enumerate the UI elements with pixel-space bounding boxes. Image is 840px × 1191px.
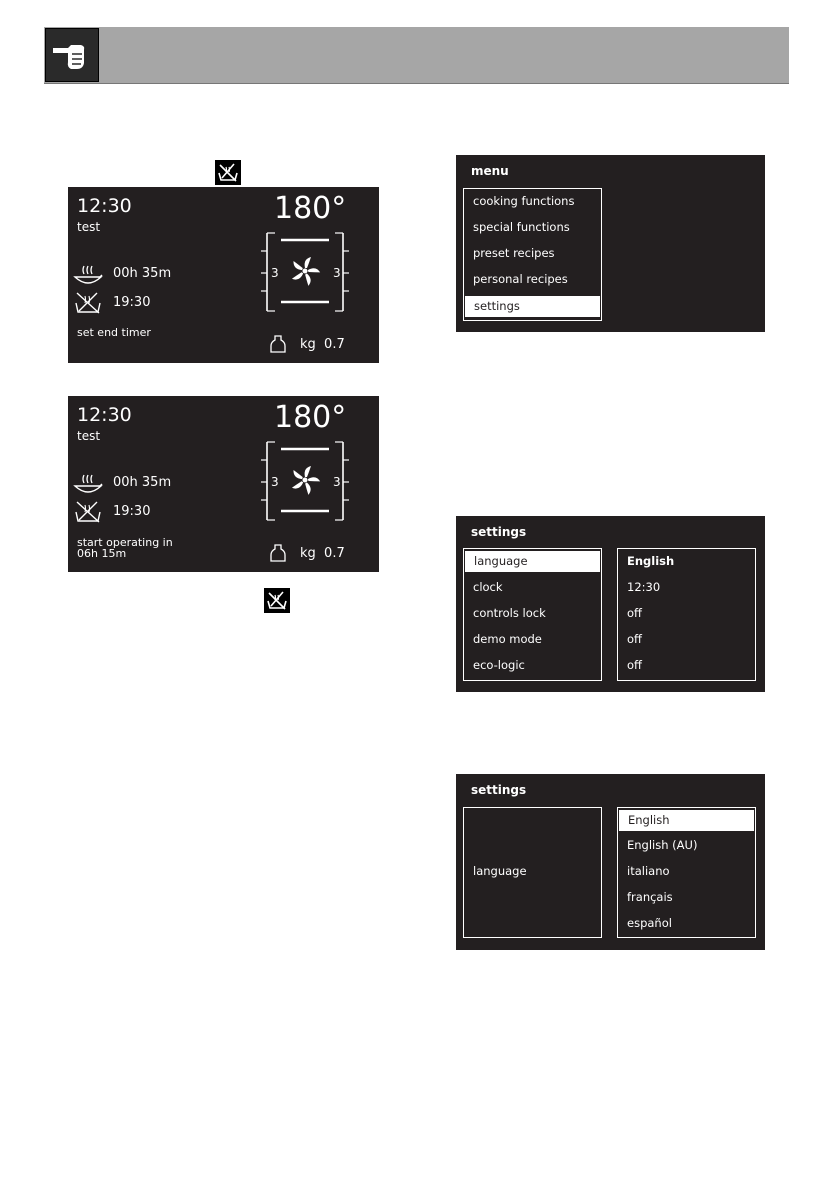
language-settings-title: settings [471,783,527,797]
language-options [617,807,756,938]
menu-item-preset-recipes[interactable]: preset recipes [473,246,555,260]
settings-value-clock: 12:30 [627,580,661,594]
settings-value-eco-logic: off [627,658,642,672]
settings-item-eco-logic[interactable]: eco-logic [473,658,525,672]
clock-readout: 12:30 [77,404,132,426]
settings-values [617,548,756,681]
weight-value: 0.7 [324,337,345,352]
menu-item-settings[interactable]: settings [465,296,600,317]
clock-readout: 12:30 [77,195,132,217]
duration-readout: 00h 35m [113,266,172,281]
delayed-end-timer-icon [73,291,103,315]
status-line-1: start operating in [77,536,173,549]
settings-title: settings [471,525,527,539]
shelf-right-number: 3 [333,266,341,280]
menu-item-special-functions[interactable]: special functions [473,220,570,234]
page-header-bar [44,27,789,84]
weight-value: 0.7 [324,546,345,561]
weight-readout [300,337,345,352]
end-time-readout: 19:30 [113,504,151,519]
menu-title: menu [471,164,509,178]
delayed-end-timer-icon [73,500,103,524]
shelf-left-number: 3 [271,475,279,489]
language-label-panel [463,807,602,938]
settings-value-language: English [627,554,675,568]
menu-display [456,155,765,332]
weight-readout [300,546,345,561]
settings-list [463,548,602,681]
settings-item-demo-mode[interactable]: demo mode [473,632,542,646]
settings-item-controls-lock[interactable]: controls lock [473,606,546,620]
oven-display-delayed-start [68,396,379,572]
language-option-francais[interactable]: français [627,890,673,904]
settings-display [456,516,765,692]
menu-list [463,188,602,321]
settings-value-demo-mode: off [627,632,642,646]
cooking-duration-icon [73,263,103,287]
status-text: set end timer [77,326,151,339]
temperature-readout: 180° [274,191,347,226]
menu-item-personal-recipes[interactable]: personal recipes [473,272,568,286]
shelf-right-number: 3 [333,475,341,489]
settings-value-controls-lock: off [627,606,642,620]
settings-item-clock[interactable]: clock [473,580,503,594]
settings-item-language[interactable]: language [465,551,600,572]
weight-icon [269,543,287,563]
oven-cavity-diagram [261,440,349,522]
oven-cavity-diagram [261,231,349,313]
weight-icon [269,334,287,354]
end-time-readout: 19:30 [113,295,151,310]
temperature-readout: 180° [274,400,347,435]
recipe-name: test [77,220,101,234]
language-option-italiano[interactable]: italiano [627,864,670,878]
fan-icon [292,466,321,495]
oven-display-set-end-timer [68,187,379,363]
menu-item-cooking-functions[interactable]: cooking functions [473,194,575,208]
cooking-duration-icon [73,472,103,496]
recipe-name: test [77,429,101,443]
weight-unit: kg [300,337,316,352]
shelf-left-number: 3 [271,266,279,280]
status-line-2: 06h 15m [77,547,127,560]
status-text [77,537,227,559]
duration-readout: 00h 35m [113,475,172,490]
weight-unit: kg [300,546,316,561]
pointing-hand-icon [45,28,99,82]
language-option-espanol[interactable]: español [627,916,672,930]
language-option-english-au[interactable]: English (AU) [627,838,698,852]
language-option-english[interactable]: English [619,810,754,831]
delayed-end-timer-icon [215,160,241,185]
delayed-end-timer-icon [264,588,290,613]
language-settings-display [456,774,765,950]
language-label: language [473,864,527,878]
fan-icon [292,257,321,286]
